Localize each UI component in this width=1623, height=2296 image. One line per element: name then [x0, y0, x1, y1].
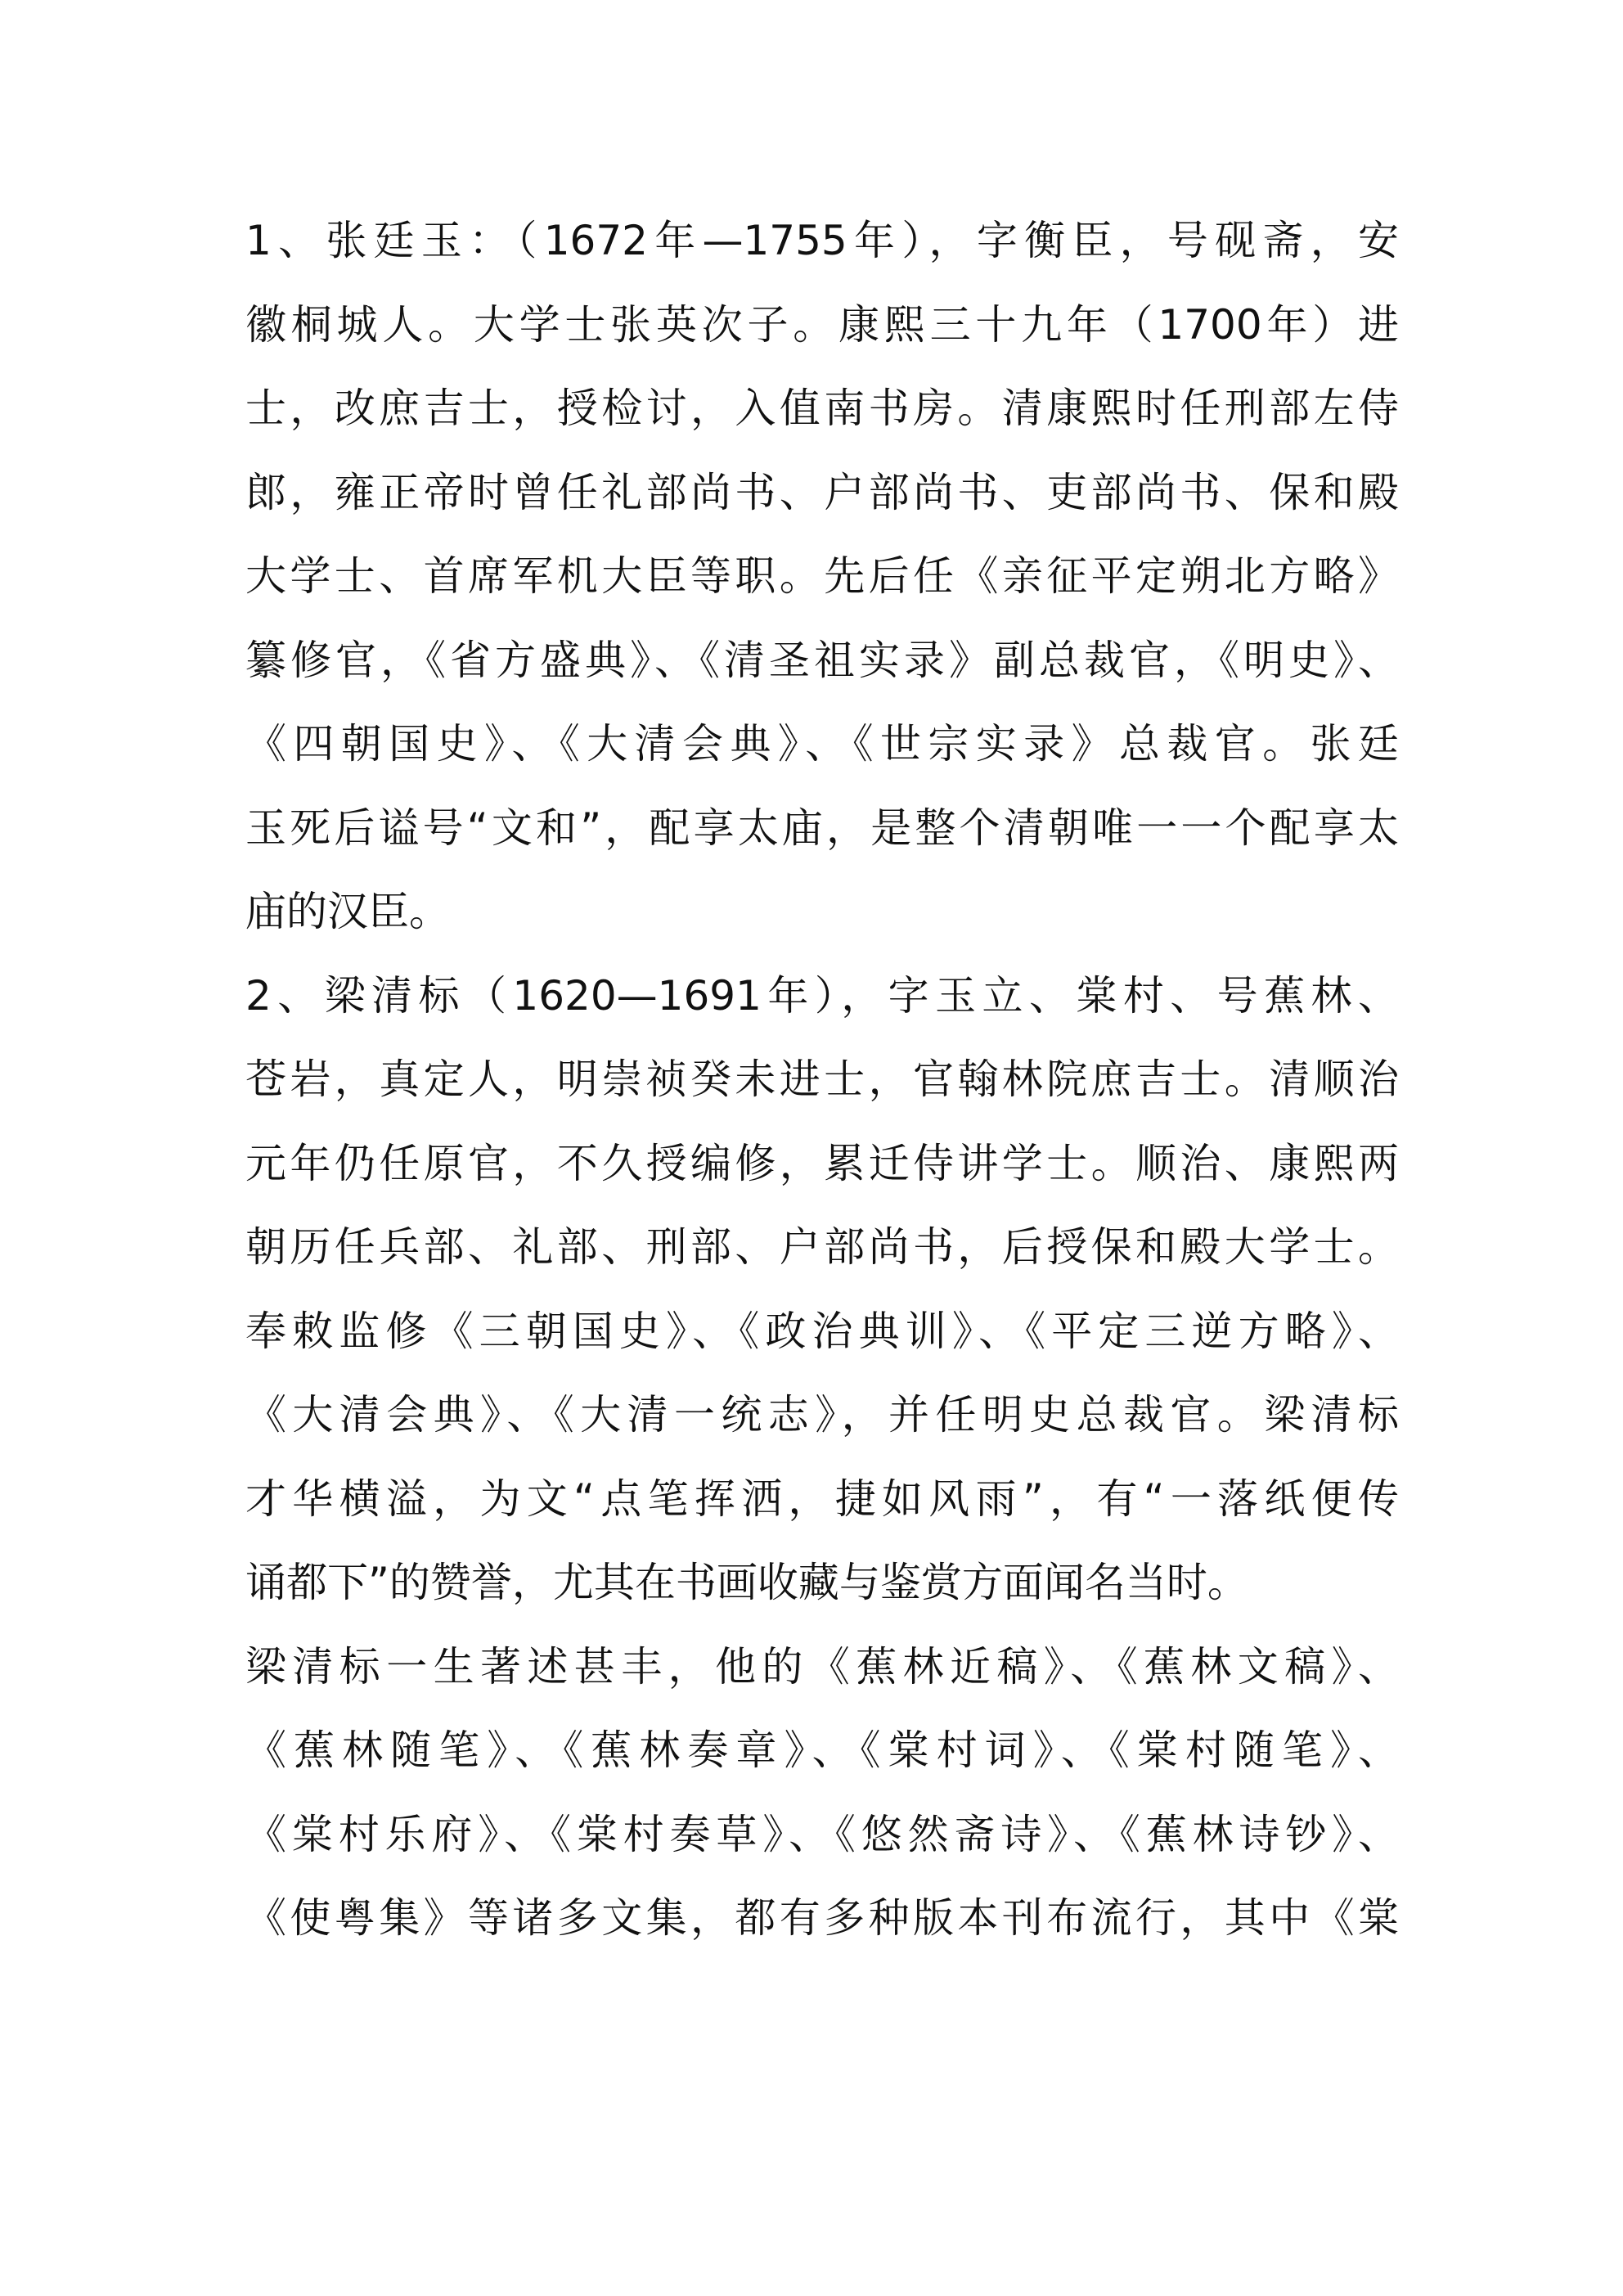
text-line: 玉死后谥号“文和”，配享太庙，是整个清朝唯一一个配享太	[245, 804, 1399, 852]
text-line: 苍岩，真定人，明崇祯癸未进士，官翰林院庶吉士。清顺治	[245, 1056, 1399, 1103]
text-line: 诵都下”的赞誉，尤其在书画收藏与鉴赏方面闻名当时。	[245, 1559, 1248, 1606]
text-line: 庙的汉臣。	[245, 888, 450, 935]
text-line: 郎，雍正帝时曾任礼部尚书、户部尚书、吏部尚书、保和殿	[245, 468, 1399, 516]
text-line: 梁清标一生著述甚丰，他的《蕉林近稿》、《蕉林文稿》、	[245, 1642, 1399, 1690]
text-line: 《四朝国史》、《大清会典》、《世宗实录》总裁官。张廷	[245, 720, 1399, 768]
text-line: 奉敕监修《三朝国史》、《政治典训》、《平定三逆方略》、	[245, 1307, 1399, 1355]
text-line: 元年仍任原官，不久授编修，累迁侍讲学士。顺治、康熙两	[245, 1139, 1399, 1187]
text-line: 才华横溢，为文“点笔挥洒，捷如风雨”，有“一落纸便传	[245, 1474, 1399, 1523]
text-line: 朝历任兵部、礼部、刑部、户部尚书，后授保和殿大学士。	[245, 1223, 1399, 1271]
text-line: 《使粤集》等诸多文集，都有多种版本刊布流行，其中《棠	[245, 1894, 1399, 1942]
body-text	[245, 199, 1399, 1961]
text-line: 士，改庶吉士，授检讨，入值南书房。清康熙时任刑部左侍	[245, 385, 1399, 432]
text-line: 《蕉林随笔》、《蕉林奏章》、《棠村词》、《棠村随笔》、	[245, 1727, 1399, 1774]
text-line: 《棠村乐府》、《棠村奏草》、《悠然斋诗》、《蕉林诗钞》、	[245, 1810, 1399, 1858]
text-line: 1、张廷玉：（1672年—1755年），字衡臣，号砚斋，安	[245, 217, 1399, 264]
text-line: 大学士、首席军机大臣等职。先后任《亲征平定朔北方略》	[245, 552, 1399, 600]
text-line: 《大清会典》、《大清一统志》，并任明史总裁官。梁清标	[245, 1391, 1399, 1438]
text-line: 纂修官，《省方盛典》、《清圣祖实录》副总裁官，《明史》、	[245, 636, 1399, 684]
text-line: 2、梁清标（1620—1691年），字玉立、棠村、号蕉林、	[245, 971, 1399, 1020]
text-line: 徽桐城人。大学士张英次子。康熙三十九年（1700年）进	[245, 300, 1399, 349]
